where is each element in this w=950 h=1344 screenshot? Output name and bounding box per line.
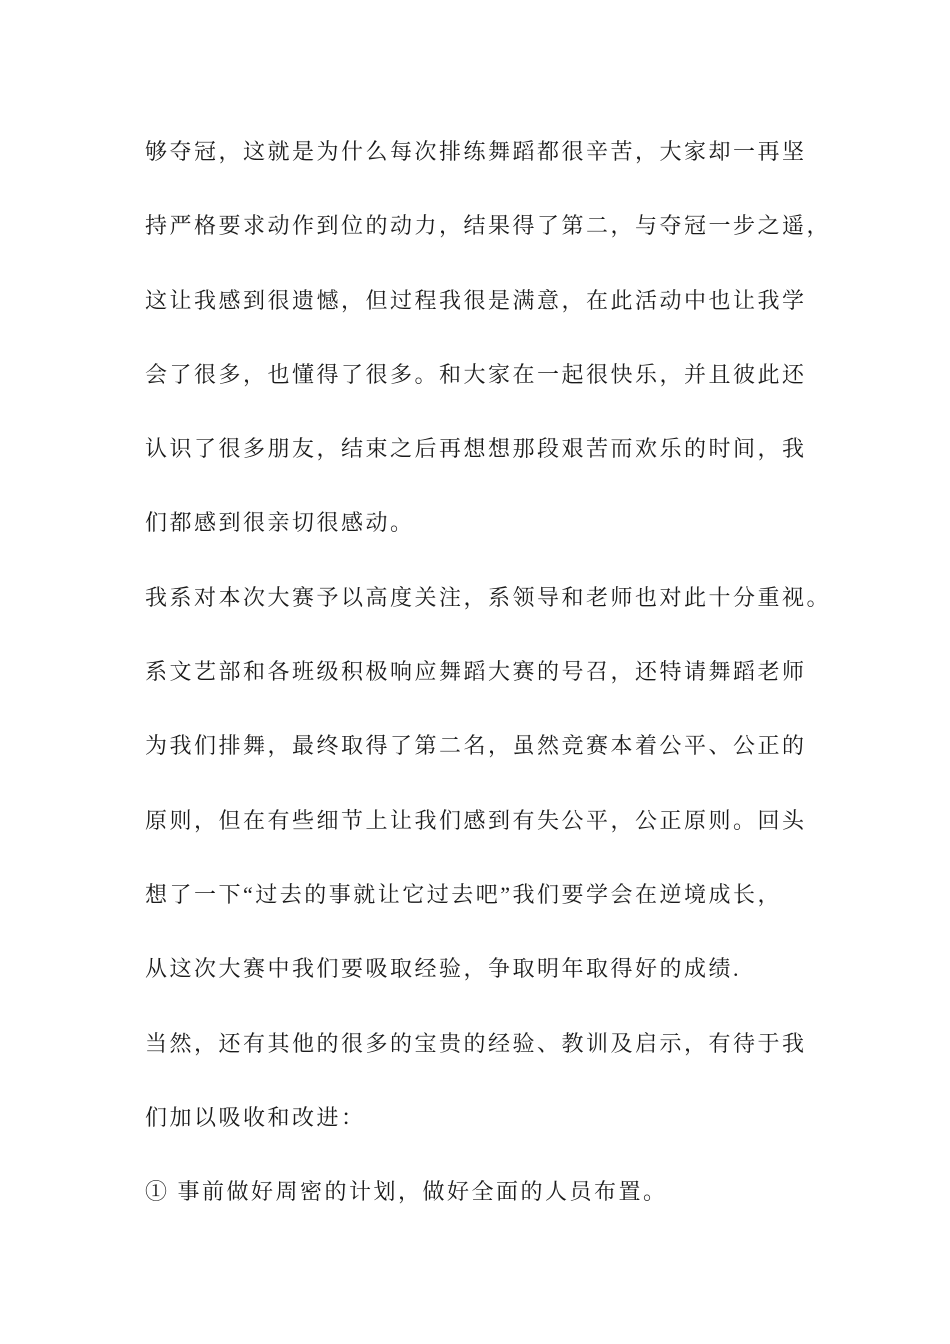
text-line: 想了一下“过去的事就让它过去吧”我们要学会在逆境成长， bbox=[145, 881, 783, 907]
list-item: ① 事前做好周密的计划，做好全面的人员布置。 bbox=[145, 1179, 668, 1205]
body-text bbox=[145, 115, 865, 1229]
text-line: 为我们排舞，最终取得了第二名，虽然竞赛本着公平、公正的 bbox=[145, 733, 807, 759]
text-line: 系文艺部和各班级积极响应舞蹈大赛的号召，还特请舞蹈老师 bbox=[145, 659, 807, 685]
text-line: 持严格要求动作到位的动力，结果得了第二，与夺冠一步之遥， bbox=[145, 213, 832, 239]
text-line: 我系对本次大赛予以高度关注，系领导和老师也对此十分重视。 bbox=[145, 584, 832, 610]
text-line: 原则，但在有些细节上让我们感到有失公平，公正原则。回头 bbox=[145, 807, 807, 833]
text-line: 们都感到很亲切很感动。 bbox=[145, 510, 415, 536]
text-line: 从这次大赛中我们要吸取经验，争取明年取得好的成绩. bbox=[145, 956, 742, 982]
text-line: 这让我感到很遗憾，但过程我很是满意，在此活动中也让我学 bbox=[145, 287, 807, 313]
text-line: 够夺冠，这就是为什么每次排练舞蹈都很辛苦，大家却一再坚 bbox=[145, 139, 807, 164]
text-line: 认识了很多朋友，结束之后再想想那段艰苦而欢乐的时间，我 bbox=[145, 436, 807, 462]
text-line: 们加以吸收和改进： bbox=[145, 1104, 366, 1130]
text-line: 当然，还有其他的很多的宝贵的经验、教训及启示，有待于我 bbox=[145, 1030, 807, 1056]
text-line: 会了很多，也懂得了很多。和大家在一起很快乐，并且彼此还 bbox=[145, 361, 807, 387]
